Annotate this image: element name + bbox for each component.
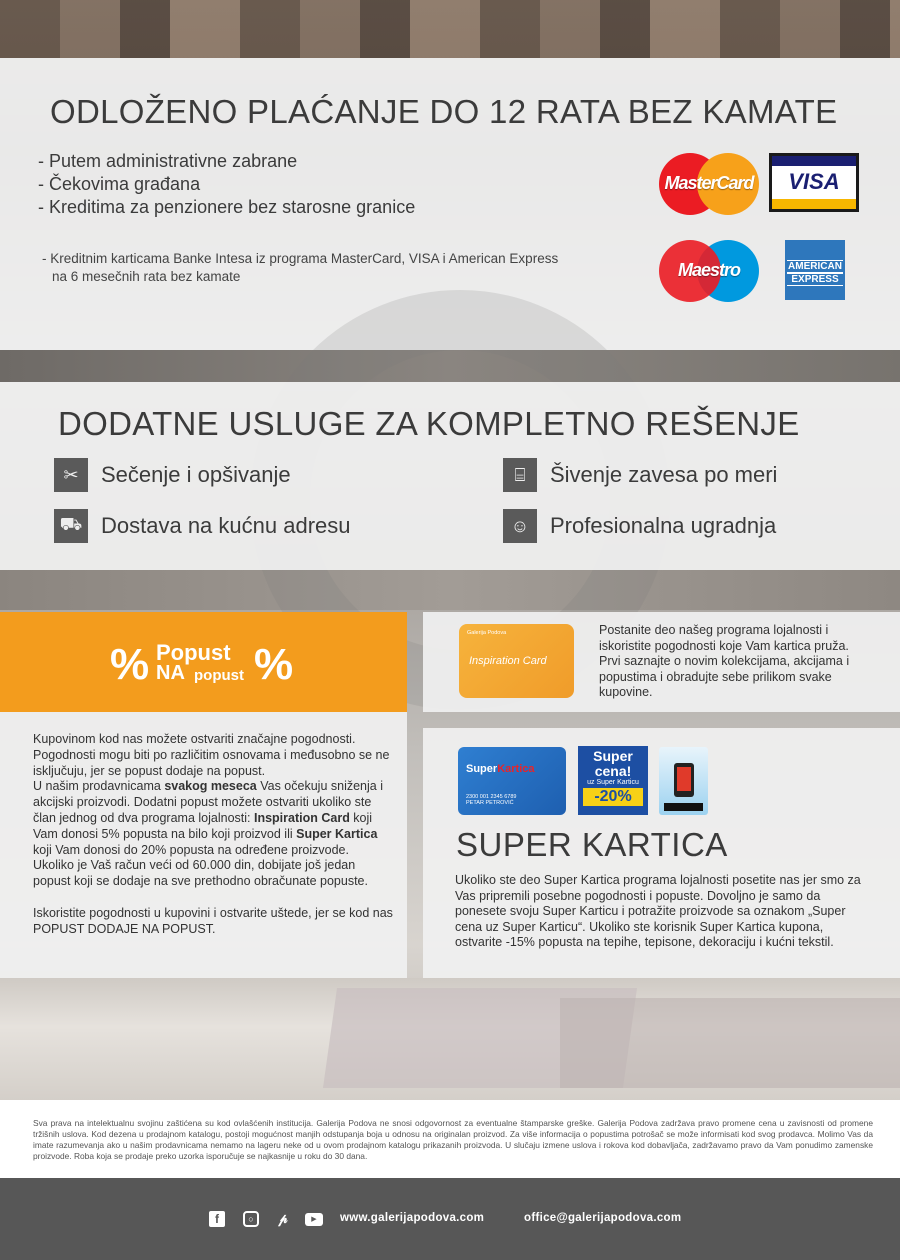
rug: [560, 998, 900, 1088]
service-item: [54, 509, 351, 543]
service-item: [54, 458, 291, 492]
super-kartica-card-image: [458, 747, 566, 815]
note-line: - Kreditnim karticama Banke Intesa iz programa MasterCard, VISA i American Express: [42, 251, 559, 266]
logo-word: NA: [156, 662, 185, 684]
services-title: DODATNE USLUGE ZA KOMPLETNO REŠENJE: [58, 405, 800, 442]
maestro-logo: [659, 240, 759, 302]
mastercard-label: MasterCard: [664, 173, 754, 193]
service-item: [503, 509, 776, 543]
list-item: - Putem administrativne zabrane: [38, 151, 298, 171]
logo-word: Popust: [156, 640, 231, 665]
scissors-icon: ✂: [54, 458, 88, 492]
pinterest-icon[interactable]: 𝓅: [278, 1211, 288, 1226]
list-item: - Kreditima za penzionere bez starosne granice: [38, 197, 416, 217]
disclaimer-text: Sva prava na intelektualnu svojinu zaštićena su kod ovlašćenih institucija. Galerija Podova ne snosi odgovornost za eventualne štamparske greške. Galerija Podova zadržava pravo promene cena u zavisnosti od promene tržišnih uslova. Kod dezena u prodajnom katalogu, postoji mogućnost manjih odstupanja boja u odnosu na originalan proizvod. Za više informacija o popustima potrošač se može informisati kod svog prodavca. Molimo Vas da imate razumevanja ako u našim prodavnicama nemamo na lageru neke od u ovom prodajnom katalogu prikazanih proizvoda. U slučaju izmene uslova i rokova kod dobavljača, zadržavamo pravo da Vam ponudimo zamenske proizvode. Roba koja se prodaje preko uzorka isporučuje se najkasnije u roku do 30 dana.: [33, 1118, 873, 1161]
maestro-label: Maestro: [677, 260, 741, 280]
sewing-machine-icon: ⌸: [503, 458, 537, 492]
percent-sign: %: [110, 640, 150, 689]
mastercard-logo: [659, 153, 759, 215]
mobile-app-icon: [659, 747, 708, 815]
card-brand: Galerija Podova: [467, 630, 507, 636]
service-label: Profesionalna ugradnja: [550, 513, 777, 538]
list-item: - Čekovima građana: [38, 174, 201, 194]
super-kartica-title: SUPER KARTICA: [456, 826, 728, 863]
service-label: Šivenje zavesa po meri: [550, 462, 778, 487]
credit-card-note: [42, 250, 642, 286]
paragraph: Iskoristite pogodnosti u kupovini i ostvarite uštede, jer se kod nas POPUST DODAJE NA POPUST.: [33, 905, 393, 936]
paragraph: Kupovinom kod nas možete ostvariti značajne pogodnosti. Pogodnosti mogu biti po različitim osnovama i međusobno se ne isključuju, jer se popust dodaje na popust.: [33, 732, 390, 778]
card-name: SuperKartica: [466, 763, 535, 775]
super-kartica-text: Ukoliko ste deo Super Kartica programa lojalnosti posetite nas jer smo za Vas pripremili posebne pogodnosti i popuste. Dovoljno je samo da ponesete svoju Super Karticu i potražite proizvode sa oznakom „Super cena uz Super Karticu“. Ukoliko ste korisnik Super Kartica kupona, ostvarite -15% popusta na tepihe, tepisone, dekoraciju i kućni tekstil.: [455, 873, 861, 950]
amex-label: EXPRESS: [787, 273, 843, 286]
email-link[interactable]: office@galerijapodova.com: [524, 1212, 682, 1224]
logo-word: popust: [194, 667, 244, 684]
floor-photo: [0, 978, 900, 1100]
facebook-icon[interactable]: f: [209, 1211, 225, 1227]
youtube-icon[interactable]: ▶: [305, 1213, 323, 1226]
amex-label: AMERICAN: [788, 261, 842, 272]
note-line: na 6 mesečnih rata bez kamate: [52, 269, 241, 284]
ceiling-beams-photo: [0, 0, 900, 58]
visa-label: VISA: [788, 169, 840, 194]
service-item: [503, 458, 777, 492]
delivery-truck-icon: ⛟: [54, 509, 88, 543]
super-cena-badge: Super cena! uz Super Karticu -20%: [578, 746, 648, 815]
payment-bullets: [38, 150, 415, 219]
american-express-logo: [785, 240, 845, 300]
popust-text: [33, 732, 393, 938]
service-label: Dostava na kućnu adresu: [101, 513, 351, 538]
card-name: Inspiration Card: [469, 655, 547, 667]
card-number: 2300 001 2345 6789 PETAR PETROVIĆ: [466, 794, 517, 806]
paragraph: U našim prodavnicama svakog meseca Vas očekuju sniženja i akcijski proizvodi. Dodatni popust možete ostvariti ukoliko ste član jednog od dva programa lojalnosti: Inspiration Card koji Vam donosi 5% popusta na bilo koji proizvod ili Super Kartica koji Vam donosi do 20% popusta na određene proizvode. Ukoliko je Vaš račun veći od 60.000 din, dobijate još jedan popust koji se dodaje na sve prethodno obračunate popuste.: [33, 779, 383, 889]
website-link[interactable]: www.galerijapodova.com: [340, 1212, 485, 1224]
instagram-icon[interactable]: ○: [243, 1211, 259, 1227]
percent-sign: %: [254, 640, 294, 689]
worker-icon: ☺: [503, 509, 537, 543]
service-label: Sečenje i opšivanje: [101, 462, 291, 487]
popust-na-popust-logo: [110, 640, 300, 690]
inspiration-text: Postanite deo našeg programa lojalnosti i iskoristite pogodnosti koje Vam kartica pruža. Prvi saznajte o novim kolekcijama, akcijama i popustima i obradujte sebe prilikom svake kupovine.: [599, 623, 850, 700]
payment-title: ODLOŽENO PLAĆANJE DO 12 RATA BEZ KAMATE: [50, 93, 838, 130]
visa-logo: [769, 153, 859, 212]
inspiration-card-image: [459, 624, 574, 698]
